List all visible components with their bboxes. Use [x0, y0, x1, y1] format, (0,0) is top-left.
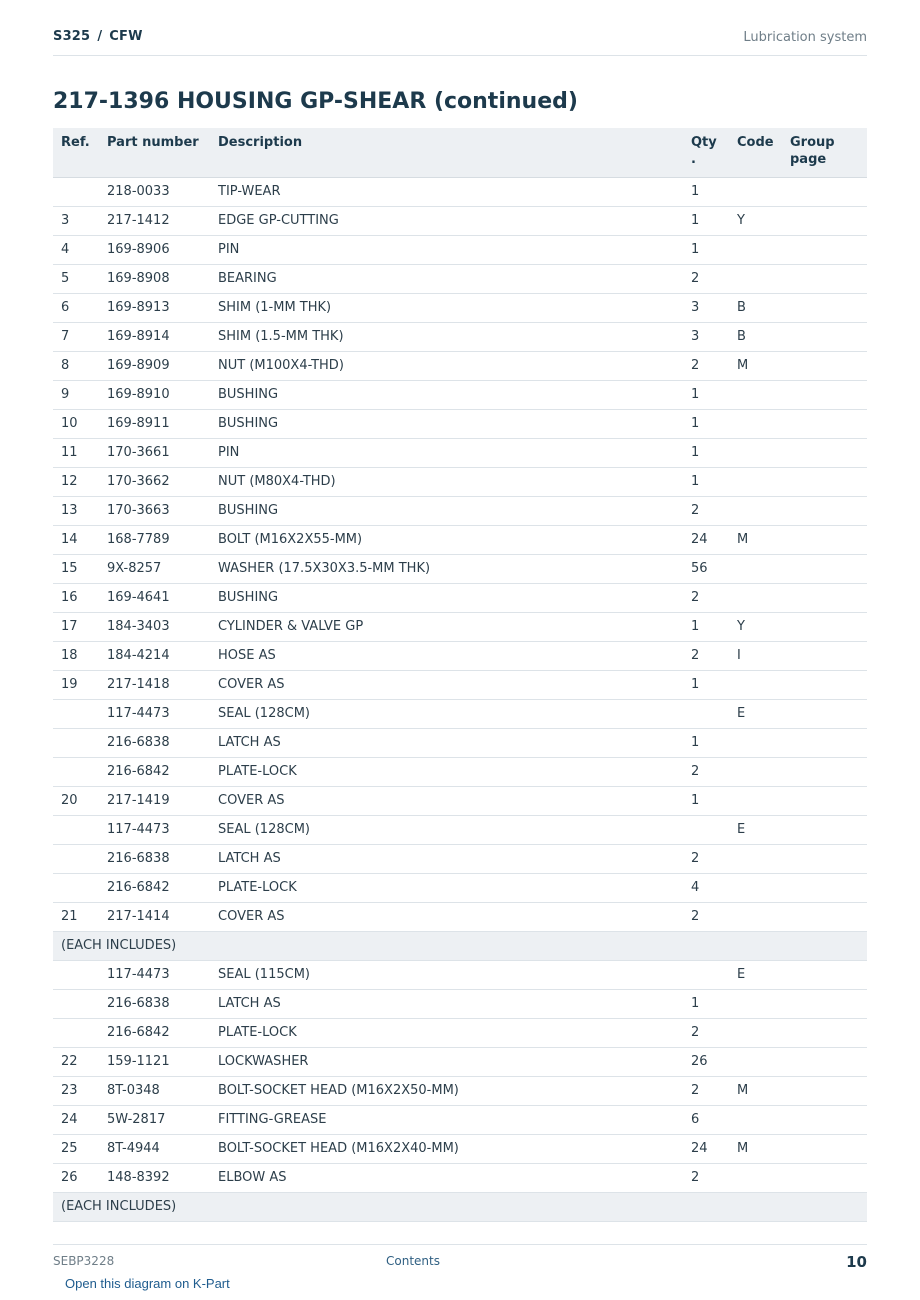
- cell-qty: 2: [683, 1076, 729, 1105]
- cell-qty: 2: [683, 264, 729, 293]
- cell-ref: 13: [53, 496, 99, 525]
- cell-part-number: 169-8910: [99, 380, 210, 409]
- cell-ref: [53, 757, 99, 786]
- cell-part-number: 9X-8257: [99, 554, 210, 583]
- cell-qty: 1: [683, 728, 729, 757]
- cell-code: [729, 728, 782, 757]
- cell-ref: 16: [53, 583, 99, 612]
- cell-ref: [53, 699, 99, 728]
- cell-description: CYLINDER & VALVE GP: [210, 612, 683, 641]
- page-header: [53, 28, 867, 56]
- cell-group-page: [782, 1047, 867, 1076]
- cell-part-number: 217-1414: [99, 902, 210, 931]
- cell-ref: 24: [53, 1105, 99, 1134]
- cell-qty: 1: [683, 612, 729, 641]
- cell-description: SHIM (1-MM THK): [210, 293, 683, 322]
- cell-description: BOLT-SOCKET HEAD (M16X2X50-MM): [210, 1076, 683, 1105]
- cell-group-page: [782, 1105, 867, 1134]
- cell-group-page: [782, 438, 867, 467]
- table-row: [53, 873, 867, 902]
- table-row: [53, 1105, 867, 1134]
- cell-ref: 15: [53, 554, 99, 583]
- column-header-description: Description: [210, 128, 683, 177]
- cell-description: BUSHING: [210, 583, 683, 612]
- table-row: [53, 757, 867, 786]
- cell-code: [729, 1018, 782, 1047]
- cell-description: LATCH AS: [210, 844, 683, 873]
- cell-qty: 26: [683, 1047, 729, 1076]
- cell-ref: [53, 728, 99, 757]
- cell-part-number: 148-8392: [99, 1163, 210, 1192]
- cell-code: [729, 409, 782, 438]
- cell-group-page: [782, 1163, 867, 1192]
- cell-part-number: 217-1419: [99, 786, 210, 815]
- cell-code: E: [729, 699, 782, 728]
- table-row: [53, 1018, 867, 1047]
- cell-part-number: 217-1418: [99, 670, 210, 699]
- table-row: [53, 902, 867, 931]
- cell-code: [729, 989, 782, 1018]
- table-row: [53, 815, 867, 844]
- cell-ref: [53, 844, 99, 873]
- cell-ref: [53, 873, 99, 902]
- table-row: [53, 1134, 867, 1163]
- table-row: [53, 351, 867, 380]
- cell-group-page: [782, 670, 867, 699]
- cell-group-page: [782, 264, 867, 293]
- cell-description: HOSE AS: [210, 641, 683, 670]
- cell-code: [729, 844, 782, 873]
- table-row: [53, 844, 867, 873]
- cell-part-number: 216-6842: [99, 757, 210, 786]
- column-header-group-page: Group page: [782, 128, 867, 177]
- document-code: SEBP3228: [53, 1254, 115, 1268]
- cell-part-number: 169-8914: [99, 322, 210, 351]
- cell-description: SEAL (128CM): [210, 699, 683, 728]
- cell-description: NUT (M80X4-THD): [210, 467, 683, 496]
- cell-qty: [683, 815, 729, 844]
- cell-qty: 1: [683, 670, 729, 699]
- cell-part-number: 216-6838: [99, 989, 210, 1018]
- cell-code: [729, 583, 782, 612]
- cell-description: PLATE-LOCK: [210, 873, 683, 902]
- cell-ref: [53, 960, 99, 989]
- cell-description: COVER AS: [210, 670, 683, 699]
- cell-ref: 8: [53, 351, 99, 380]
- cell-part-number: 169-4641: [99, 583, 210, 612]
- table-row: [53, 554, 867, 583]
- table-row: [53, 583, 867, 612]
- cell-group-page: [782, 641, 867, 670]
- model-variant: CFW: [109, 29, 143, 44]
- cell-ref: 5: [53, 264, 99, 293]
- cell-group-page: [782, 583, 867, 612]
- cell-part-number: 217-1412: [99, 206, 210, 235]
- table-row: [53, 525, 867, 554]
- cell-qty: 1: [683, 235, 729, 264]
- cell-ref: 12: [53, 467, 99, 496]
- cell-code: [729, 1047, 782, 1076]
- table-row: [53, 1047, 867, 1076]
- cell-code: B: [729, 293, 782, 322]
- cell-ref: 20: [53, 786, 99, 815]
- cell-ref: 22: [53, 1047, 99, 1076]
- cell-description: TIP-WEAR: [210, 177, 683, 206]
- cell-part-number: 218-0033: [99, 177, 210, 206]
- cell-qty: 4: [683, 873, 729, 902]
- cell-ref: 14: [53, 525, 99, 554]
- cell-group-page: [782, 902, 867, 931]
- table-row: [53, 264, 867, 293]
- cell-code: M: [729, 525, 782, 554]
- cell-part-number: 169-8911: [99, 409, 210, 438]
- cell-qty: [683, 699, 729, 728]
- page-title-main: 217-1396 HOUSING GP-SHEAR: [53, 89, 427, 114]
- cell-ref: 18: [53, 641, 99, 670]
- cell-code: E: [729, 960, 782, 989]
- cell-code: [729, 902, 782, 931]
- cell-code: [729, 438, 782, 467]
- cell-description: BOLT-SOCKET HEAD (M16X2X40-MM): [210, 1134, 683, 1163]
- cell-ref: [53, 1018, 99, 1047]
- table-row: [53, 728, 867, 757]
- cell-group-page: [782, 699, 867, 728]
- cell-qty: 3: [683, 322, 729, 351]
- cell-qty: 2: [683, 844, 729, 873]
- cell-code: [729, 177, 782, 206]
- cell-description: COVER AS: [210, 786, 683, 815]
- cell-part-number: 168-7789: [99, 525, 210, 554]
- cell-part-number: 169-8906: [99, 235, 210, 264]
- cell-description: LATCH AS: [210, 989, 683, 1018]
- cell-group-page: [782, 322, 867, 351]
- contents-link[interactable]: Contents: [386, 1254, 440, 1268]
- cell-group-page: [782, 525, 867, 554]
- cell-part-number: 117-4473: [99, 699, 210, 728]
- cell-ref: 23: [53, 1076, 99, 1105]
- open-in-kpart-link[interactable]: Open this diagram on K-Part: [65, 1276, 230, 1291]
- cell-qty: 2: [683, 757, 729, 786]
- cell-code: [729, 380, 782, 409]
- cell-code: B: [729, 322, 782, 351]
- column-header-qty: Qty .: [683, 128, 729, 177]
- cell-ref: 17: [53, 612, 99, 641]
- cell-qty: 1: [683, 467, 729, 496]
- cell-part-number: 117-4473: [99, 815, 210, 844]
- cell-qty: 6: [683, 1105, 729, 1134]
- parts-table-body: [53, 177, 867, 1221]
- cell-part-number: 216-6838: [99, 844, 210, 873]
- cell-group-page: [782, 728, 867, 757]
- cell-description: PLATE-LOCK: [210, 757, 683, 786]
- cell-part-number: 5W-2817: [99, 1105, 210, 1134]
- cell-part-number: 216-6838: [99, 728, 210, 757]
- cell-description: PLATE-LOCK: [210, 1018, 683, 1047]
- cell-code: [729, 1163, 782, 1192]
- cell-description: PIN: [210, 438, 683, 467]
- cell-group-page: [782, 844, 867, 873]
- cell-group-page: [782, 235, 867, 264]
- cell-group-page: [782, 409, 867, 438]
- cell-part-number: 184-3403: [99, 612, 210, 641]
- cell-qty: 1: [683, 380, 729, 409]
- table-row: [53, 670, 867, 699]
- cell-code: Y: [729, 206, 782, 235]
- table-row: [53, 438, 867, 467]
- table-row: [53, 409, 867, 438]
- cell-description: WASHER (17.5X30X3.5-MM THK): [210, 554, 683, 583]
- cell-part-number: 170-3663: [99, 496, 210, 525]
- cell-description: SHIM (1.5-MM THK): [210, 322, 683, 351]
- cell-code: E: [729, 815, 782, 844]
- cell-qty: 2: [683, 1163, 729, 1192]
- cell-description: SEAL (115CM): [210, 960, 683, 989]
- cell-part-number: 8T-4944: [99, 1134, 210, 1163]
- cell-group-page: [782, 554, 867, 583]
- cell-description: COVER AS: [210, 902, 683, 931]
- page-title: [53, 89, 578, 114]
- cell-part-number: 159-1121: [99, 1047, 210, 1076]
- note-text: (EACH INCLUDES): [53, 931, 867, 960]
- cell-ref: 26: [53, 1163, 99, 1192]
- cell-code: [729, 467, 782, 496]
- cell-code: Y: [729, 612, 782, 641]
- cell-code: [729, 1105, 782, 1134]
- cell-ref: 7: [53, 322, 99, 351]
- column-header-code: Code: [729, 128, 782, 177]
- cell-code: [729, 786, 782, 815]
- cell-group-page: [782, 786, 867, 815]
- cell-group-page: [782, 1134, 867, 1163]
- section-name: Lubrication system: [743, 30, 867, 45]
- table-row: [53, 206, 867, 235]
- model-name: S325: [53, 29, 91, 44]
- table-row: [53, 380, 867, 409]
- cell-part-number: 184-4214: [99, 641, 210, 670]
- cell-group-page: [782, 960, 867, 989]
- cell-group-page: [782, 612, 867, 641]
- table-row: [53, 989, 867, 1018]
- table-row: [53, 786, 867, 815]
- cell-qty: 1: [683, 206, 729, 235]
- table-row: [53, 1076, 867, 1105]
- cell-ref: [53, 177, 99, 206]
- cell-ref: 10: [53, 409, 99, 438]
- cell-part-number: 216-6842: [99, 1018, 210, 1047]
- parts-table: [53, 128, 867, 1222]
- cell-qty: [683, 960, 729, 989]
- model-identifier: [53, 29, 143, 44]
- cell-code: I: [729, 641, 782, 670]
- cell-code: [729, 264, 782, 293]
- cell-group-page: [782, 873, 867, 902]
- cell-ref: 4: [53, 235, 99, 264]
- parts-table-header: [53, 128, 867, 177]
- cell-ref: 6: [53, 293, 99, 322]
- cell-part-number: 117-4473: [99, 960, 210, 989]
- note-text: (EACH INCLUDES): [53, 1192, 867, 1221]
- cell-qty: 2: [683, 583, 729, 612]
- cell-code: M: [729, 1076, 782, 1105]
- cell-description: EDGE GP-CUTTING: [210, 206, 683, 235]
- cell-qty: 2: [683, 496, 729, 525]
- cell-description: BEARING: [210, 264, 683, 293]
- cell-code: [729, 554, 782, 583]
- cell-qty: 3: [683, 293, 729, 322]
- cell-code: [729, 235, 782, 264]
- cell-part-number: 170-3662: [99, 467, 210, 496]
- cell-qty: 1: [683, 786, 729, 815]
- cell-part-number: 169-8913: [99, 293, 210, 322]
- cell-qty: 2: [683, 351, 729, 380]
- cell-ref: 19: [53, 670, 99, 699]
- cell-qty: 2: [683, 641, 729, 670]
- table-row: [53, 960, 867, 989]
- table-row: [53, 1163, 867, 1192]
- cell-part-number: 216-6842: [99, 873, 210, 902]
- cell-group-page: [782, 177, 867, 206]
- page-number: 10: [846, 1253, 867, 1271]
- cell-group-page: [782, 496, 867, 525]
- cell-ref: 25: [53, 1134, 99, 1163]
- cell-group-page: [782, 989, 867, 1018]
- cell-description: ELBOW AS: [210, 1163, 683, 1192]
- column-header-part-number: Part number: [99, 128, 210, 177]
- cell-description: BUSHING: [210, 380, 683, 409]
- cell-code: [729, 670, 782, 699]
- note-row: [53, 1192, 867, 1221]
- cell-description: NUT (M100X4-THD): [210, 351, 683, 380]
- cell-code: M: [729, 351, 782, 380]
- cell-qty: 1: [683, 989, 729, 1018]
- cell-part-number: 170-3661: [99, 438, 210, 467]
- cell-group-page: [782, 467, 867, 496]
- cell-ref: 11: [53, 438, 99, 467]
- cell-description: LOCKWASHER: [210, 1047, 683, 1076]
- table-row: [53, 322, 867, 351]
- cell-qty: 1: [683, 177, 729, 206]
- cell-part-number: 169-8909: [99, 351, 210, 380]
- column-header-ref: Ref.: [53, 128, 99, 177]
- cell-group-page: [782, 351, 867, 380]
- table-row: [53, 177, 867, 206]
- cell-group-page: [782, 815, 867, 844]
- cell-qty: 56: [683, 554, 729, 583]
- cell-code: M: [729, 1134, 782, 1163]
- cell-group-page: [782, 293, 867, 322]
- cell-group-page: [782, 1018, 867, 1047]
- cell-code: [729, 757, 782, 786]
- table-row: [53, 612, 867, 641]
- cell-description: LATCH AS: [210, 728, 683, 757]
- cell-group-page: [782, 380, 867, 409]
- cell-ref: 9: [53, 380, 99, 409]
- cell-part-number: 8T-0348: [99, 1076, 210, 1105]
- table-row: [53, 467, 867, 496]
- table-row: [53, 641, 867, 670]
- note-row: [53, 931, 867, 960]
- cell-ref: [53, 989, 99, 1018]
- table-row: [53, 699, 867, 728]
- page-footer: [53, 1244, 867, 1274]
- cell-description: PIN: [210, 235, 683, 264]
- model-separator: /: [97, 29, 103, 44]
- cell-qty: 24: [683, 1134, 729, 1163]
- cell-code: [729, 496, 782, 525]
- cell-qty: 2: [683, 902, 729, 931]
- cell-ref: [53, 815, 99, 844]
- cell-group-page: [782, 757, 867, 786]
- table-row: [53, 293, 867, 322]
- cell-group-page: [782, 206, 867, 235]
- header-row: [53, 128, 867, 177]
- cell-ref: 3: [53, 206, 99, 235]
- table-row: [53, 235, 867, 264]
- cell-description: BUSHING: [210, 496, 683, 525]
- cell-code: [729, 873, 782, 902]
- page-title-suffix: (continued): [433, 89, 578, 114]
- cell-qty: 24: [683, 525, 729, 554]
- cell-description: FITTING-GREASE: [210, 1105, 683, 1134]
- cell-qty: 1: [683, 409, 729, 438]
- cell-qty: 2: [683, 1018, 729, 1047]
- cell-part-number: 169-8908: [99, 264, 210, 293]
- cell-ref: 21: [53, 902, 99, 931]
- cell-description: BOLT (M16X2X55-MM): [210, 525, 683, 554]
- cell-description: SEAL (128CM): [210, 815, 683, 844]
- cell-description: BUSHING: [210, 409, 683, 438]
- cell-group-page: [782, 1076, 867, 1105]
- table-row: [53, 496, 867, 525]
- cell-qty: 1: [683, 438, 729, 467]
